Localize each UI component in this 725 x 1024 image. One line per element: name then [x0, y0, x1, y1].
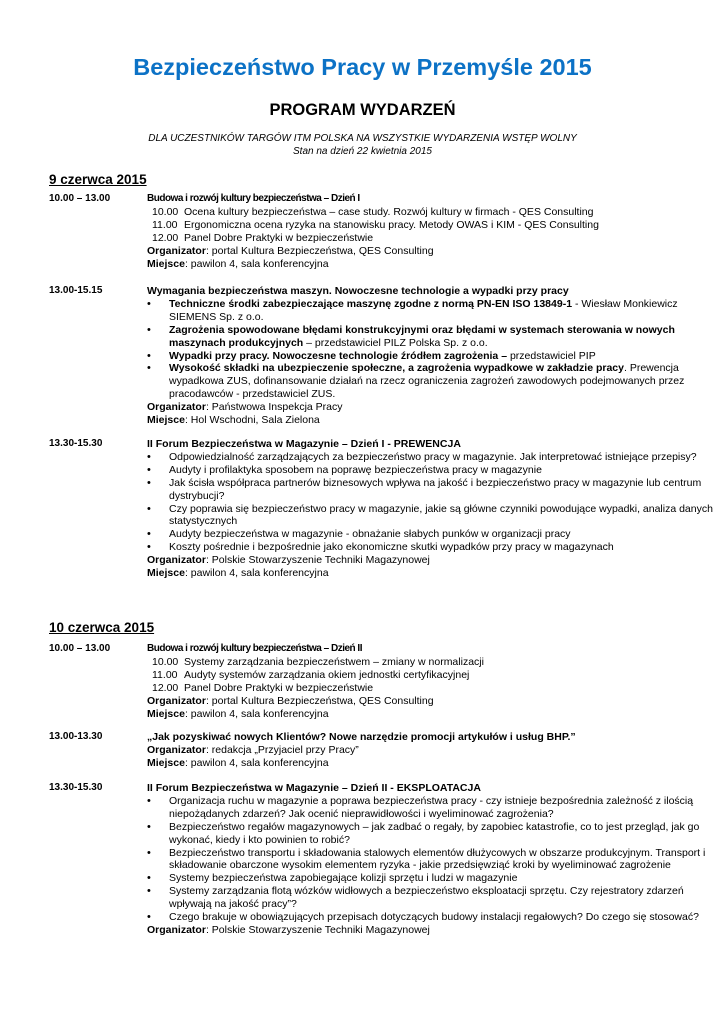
event-content [147, 285, 717, 427]
list-item: • Czego brakuje w obowiązujących przepisach dotyczących budowy instalacji regałowych? Do czego się stosować? [169, 911, 717, 924]
program-subtitle: PROGRAM WYDARZEŃ [269, 101, 456, 119]
event-time: 10.00 – 13.00 [49, 643, 111, 654]
organizer-line: Organizator: portal Kultura Bezpieczeństwa, QES Consulting [147, 694, 434, 707]
list-item: • Jak ścisła współpraca partnerów biznesowych wpływa na jakość i bezpieczeństwo pracy w magazynie lub centrum dystrybucji? [169, 477, 717, 503]
place-line: Miejsce: Hol Wschodni, Sala Zielona [147, 414, 320, 427]
list-item: • Wypadki przy pracy. Nowoczesne technologie źródłem zagrożenia – przedstawiciel PIP [169, 350, 717, 363]
event-content [147, 193, 717, 270]
organizer-line: Organizator: Polskie Stowarzyszenie Techniki Magazynowej [147, 923, 430, 936]
topic-list [147, 451, 717, 554]
event-title: II Forum Bezpieczeństwa w Magazynie – Dzień II - EKSPLOATACJA [147, 782, 481, 794]
event-content [147, 438, 717, 580]
place-line: Miejsce: pawilon 4, sala konferencyjna [147, 567, 329, 580]
event-title: Budowa i rozwój kultury bezpieczeństwa – Dzień II [147, 643, 362, 654]
page-title: Bezpieczeństwo Pracy w Przemyśle 2015 [133, 54, 592, 80]
organizer-line: Organizator: Państwowa Inspekcja Pracy [147, 401, 343, 414]
event-title: Budowa i rozwój kultury bezpieczeństwa – Dzień I [147, 193, 360, 204]
session-list [147, 656, 717, 695]
event-content [147, 782, 717, 937]
organizer-line: Organizator: redakcja „Przyjaciel przy Pracy” [147, 743, 359, 756]
event-title: Wymagania bezpieczeństwa maszyn. Nowoczesne technologie a wypadki przy pracy [147, 285, 569, 297]
place-line: Miejsce: pawilon 4, sala konferencyjna [147, 257, 329, 270]
list-item: • Audyty i profilaktyka sposobem na poprawę bezpieczeństwa pracy w magazynie [169, 464, 717, 477]
day-2-heading: 10 czerwca 2015 [49, 620, 155, 635]
session-item: 12.00 Panel Dobre Praktyki w bezpieczeństwie [152, 231, 374, 244]
organizer-line: Organizator: portal Kultura Bezpieczeństwa, QES Consulting [147, 244, 434, 257]
status-date: Stan na dzień 22 kwietnia 2015 [293, 146, 432, 157]
list-item: • Techniczne środki zabezpieczające maszynę zgodne z normą PN-EN ISO 13849-1 - Wiesław Monkiewicz SIEMENS Sp. z o.o. [169, 298, 717, 324]
session-item: 11.00 Ergonomiczna ocena ryzyka na stanowisku pracy. Metody OWAS i KIM - QES Consulting [152, 218, 599, 231]
session-item: 11.00 Audyty systemów zarządzania okiem jednostki certyfikacyjnej [152, 668, 470, 681]
list-item: • Zagrożenia spowodowane błędami konstrukcyjnymi oraz błędami w systemach sterowania w nowych maszynach produkcyjnych – przedstawiciel PILZ Polska Sp. z o.o. [169, 324, 717, 350]
place-line: Miejsce: pawilon 4, sala konferencyjna [147, 756, 329, 769]
session-item: 12.00 Panel Dobre Praktyki w bezpieczeństwie [152, 681, 374, 694]
free-entry-info: DLA UCZESTNIKÓW TARGÓW ITM POLSKA NA WSZYSTKIE WYDARZENIA WSTĘP WOLNY [148, 133, 577, 144]
topic-list [147, 795, 717, 924]
list-item: • Odpowiedzialność zarządzających za bezpieczeństwo pracy w magazynie. Jak interpretować istniejące przepisy? [169, 451, 717, 464]
event-time: 13.00-13.30 [49, 731, 103, 742]
organizer-line: Organizator: Polskie Stowarzyszenie Techniki Magazynowej [147, 554, 430, 567]
event-content [147, 643, 717, 720]
event-title: „Jak pozyskiwać nowych Klientów? Nowe narzędzie promocji artykułów i usług BHP.” [147, 731, 576, 743]
session-item: 10.00 Ocena kultury bezpieczeństwa – case study. Rozwój kultury w firmach - QES Consulting [152, 205, 594, 218]
list-item: • Bezpieczeństwo regałów magazynowych – jak zadbać o regały, by zapobiec katastrofie, co to jest przegląd, jak go wykonać, kiedy i kto powinien to robić? [169, 821, 717, 847]
list-item: • Bezpieczeństwo transportu i składowania stalowych elementów dłużycowych w obszarze produkcyjnym. Transport i składowanie obarczone wysokim elementem ryzyka - jakie przedsięwziąć kroki by wyeliminować zagrożenie [169, 847, 717, 873]
event-time: 13.00-15.15 [49, 285, 103, 296]
event-time: 10.00 – 13.00 [49, 193, 111, 204]
event-time: 13.30-15.30 [49, 438, 103, 449]
session-item: 10.00 Systemy zarządzania bezpieczeństwem – zmiany w normalizacji [152, 655, 484, 668]
list-item: • Audyty bezpieczeństwa w magazynie - obnażanie słabych punków w organizacji pracy [169, 528, 717, 541]
list-item: • Systemy zarządzania flotą wózków widłowych a bezpieczeństwo eksploatacji sprzętu. Czy rejestratory zdarzeń wpływają na jakość pracy”? [169, 885, 717, 911]
session-list [147, 206, 717, 245]
place-line: Miejsce: pawilon 4, sala konferencyjna [147, 707, 329, 720]
list-item: • Koszty pośrednie i bezpośrednie jako ekonomiczne skutki wypadków przy pracy w magazynach [169, 541, 717, 554]
list-item: • Czy poprawia się bezpieczeństwo pracy w magazynie, jakie są główne czynniki powodujące wypadki, analiza danych statystycznych [169, 503, 717, 529]
event-time: 13.30-15.30 [49, 782, 103, 793]
event-content [147, 731, 717, 770]
day-1-heading: 9 czerwca 2015 [49, 172, 147, 187]
list-item: • Organizacja ruchu w magazynie a poprawa bezpieczeństwa pracy - czy istnieje bezpośrednia zależność z ilością niepożądanych zdarzeń? Jak ocenić nieprawidłowości i wyeliminować zagrożenia? [169, 795, 717, 821]
list-item: • Wysokość składki na ubezpieczenie społeczne, a zagrożenia wypadkowe w zakładzie pracy. Prewencja wypadkowa ZUS, dofinansowanie działań na rzecz ograniczenia zagrożeń zawodowych podejmowanych przez pracodawców - przedstawiciel ZUS. [169, 362, 717, 401]
list-item: • Systemy bezpieczeństwa zapobiegające kolizji sprzętu i ludzi w magazynie [169, 872, 717, 885]
topic-list [147, 298, 717, 401]
event-title: II Forum Bezpieczeństwa w Magazynie – Dzień I - PREWENCJA [147, 438, 461, 450]
